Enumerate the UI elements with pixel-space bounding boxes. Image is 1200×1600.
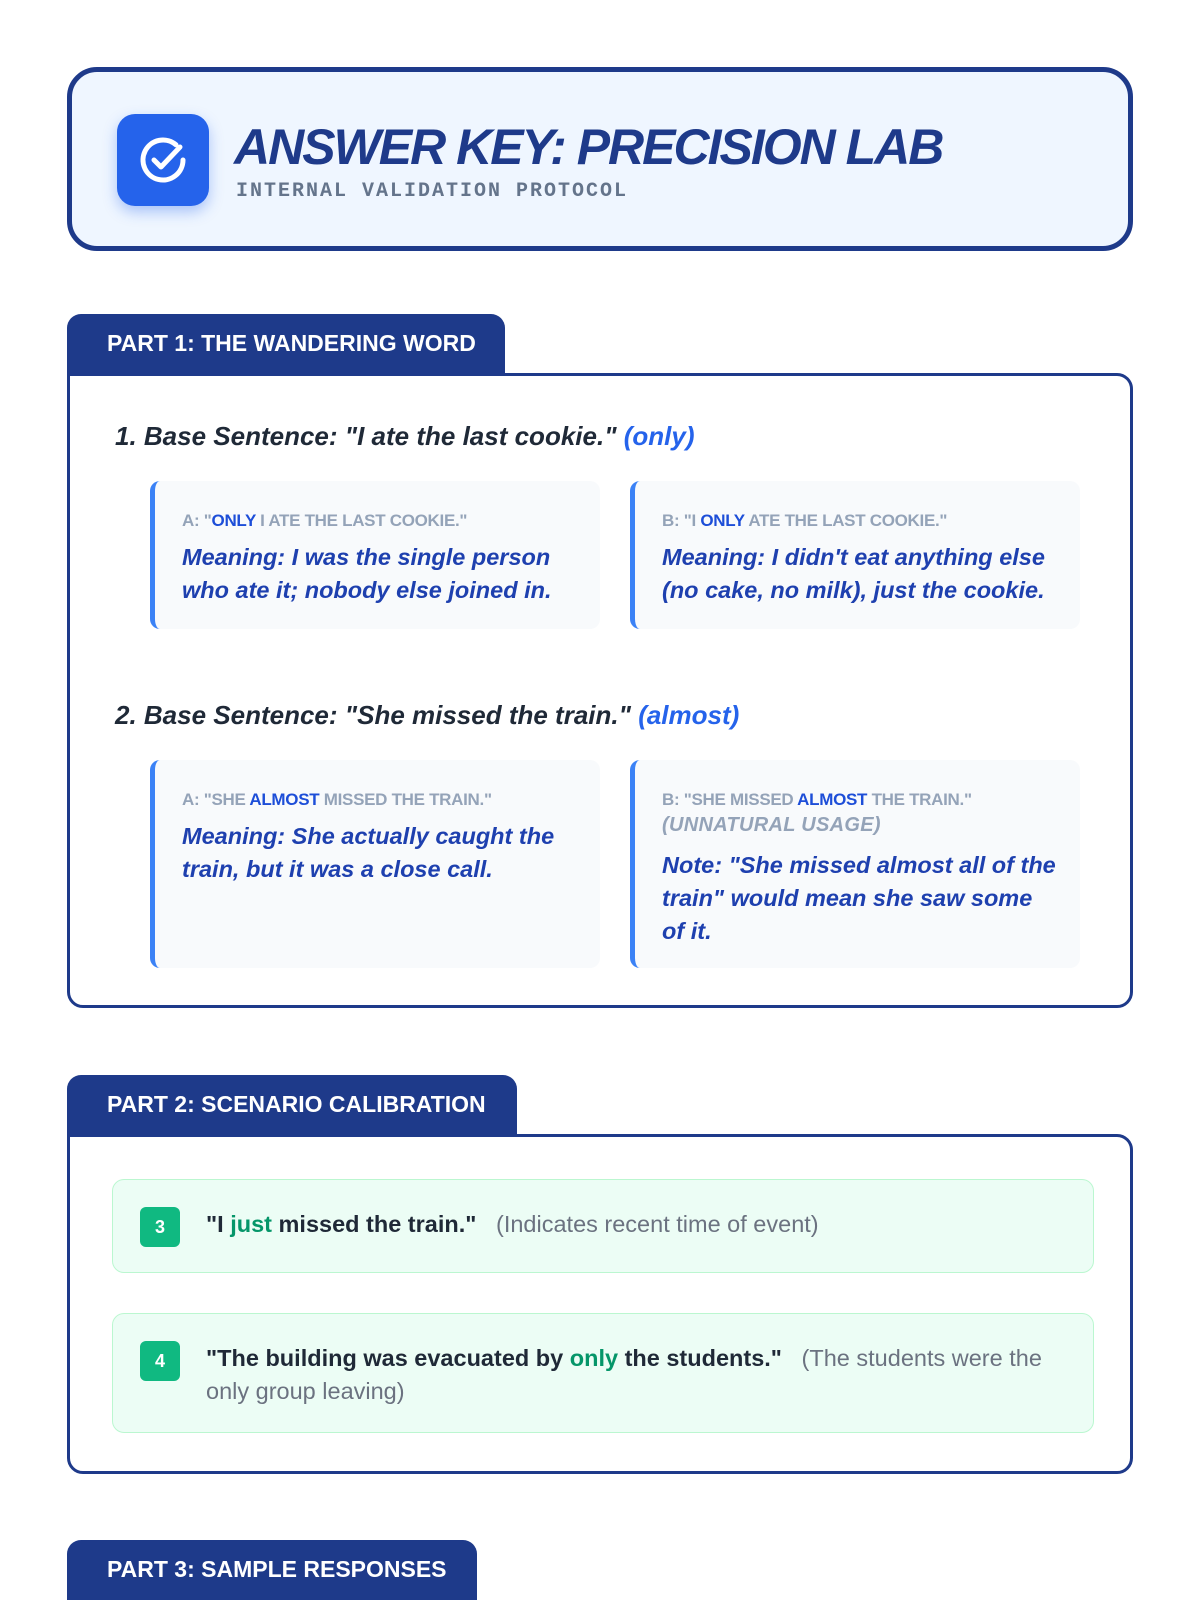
part2-section	[67, 1134, 1133, 1474]
part2-tab: PART 2: SCENARIO CALIBRATION	[67, 1075, 517, 1137]
header-card	[67, 67, 1133, 251]
scenario-4	[112, 1313, 1094, 1433]
scenario-3-number: 3	[140, 1207, 180, 1247]
option-2b-label: B: "SHE MISSED ALMOST THE TRAIN."	[662, 790, 972, 809]
question-1-prompt: 1. Base Sentence: "I ate the last cookie."	[115, 421, 617, 451]
option-2a	[150, 760, 600, 968]
question-2-hint: (almost)	[638, 700, 740, 730]
question-1	[115, 421, 695, 452]
option-1b	[630, 481, 1080, 629]
page-title: ANSWER KEY: PRECISION LAB	[234, 119, 943, 175]
option-2a-meaning: Meaning: She actually caught the train, but it was a close call.	[182, 823, 555, 882]
check-circle-icon	[117, 114, 209, 206]
scenario-3-text: "I just missed the train." (Indicates recent time of event)	[206, 1211, 819, 1237]
page-subtitle: INTERNAL VALIDATION PROTOCOL	[236, 180, 629, 203]
part1-section	[67, 373, 1133, 1008]
scenario-4-number: 4	[140, 1341, 180, 1381]
question-1-hint: (only)	[623, 421, 695, 451]
option-1a	[150, 481, 600, 629]
option-1b-meaning: Meaning: I didn't eat anything else (no cake, no milk), just the cookie.	[662, 544, 1045, 603]
part1-tab: PART 1: THE WANDERING WORD	[67, 314, 505, 376]
scenario-4-text: "The building was evacuated by only the students." (The students were the only group leaving)	[206, 1345, 1042, 1404]
option-2b-note: Note: "She missed almost all of the train" would mean she saw some of it.	[662, 852, 1056, 944]
scenario-3	[112, 1179, 1094, 1273]
part3-tab: PART 3: SAMPLE RESPONSES	[67, 1540, 477, 1600]
question-2	[115, 700, 739, 731]
question-2-prompt: 2. Base Sentence: "She missed the train."	[115, 700, 631, 730]
option-1a-label: A: "ONLY I ATE THE LAST COOKIE."	[182, 511, 468, 530]
option-1b-label: B: "I ONLY ATE THE LAST COOKIE."	[662, 511, 948, 530]
option-2a-label: A: "SHE ALMOST MISSED THE TRAIN."	[182, 790, 492, 809]
option-2b	[630, 760, 1080, 968]
option-2b-tag: (UNNATURAL USAGE)	[662, 814, 881, 836]
option-1a-meaning: Meaning: I was the single person who ate it; nobody else joined in.	[182, 544, 552, 603]
